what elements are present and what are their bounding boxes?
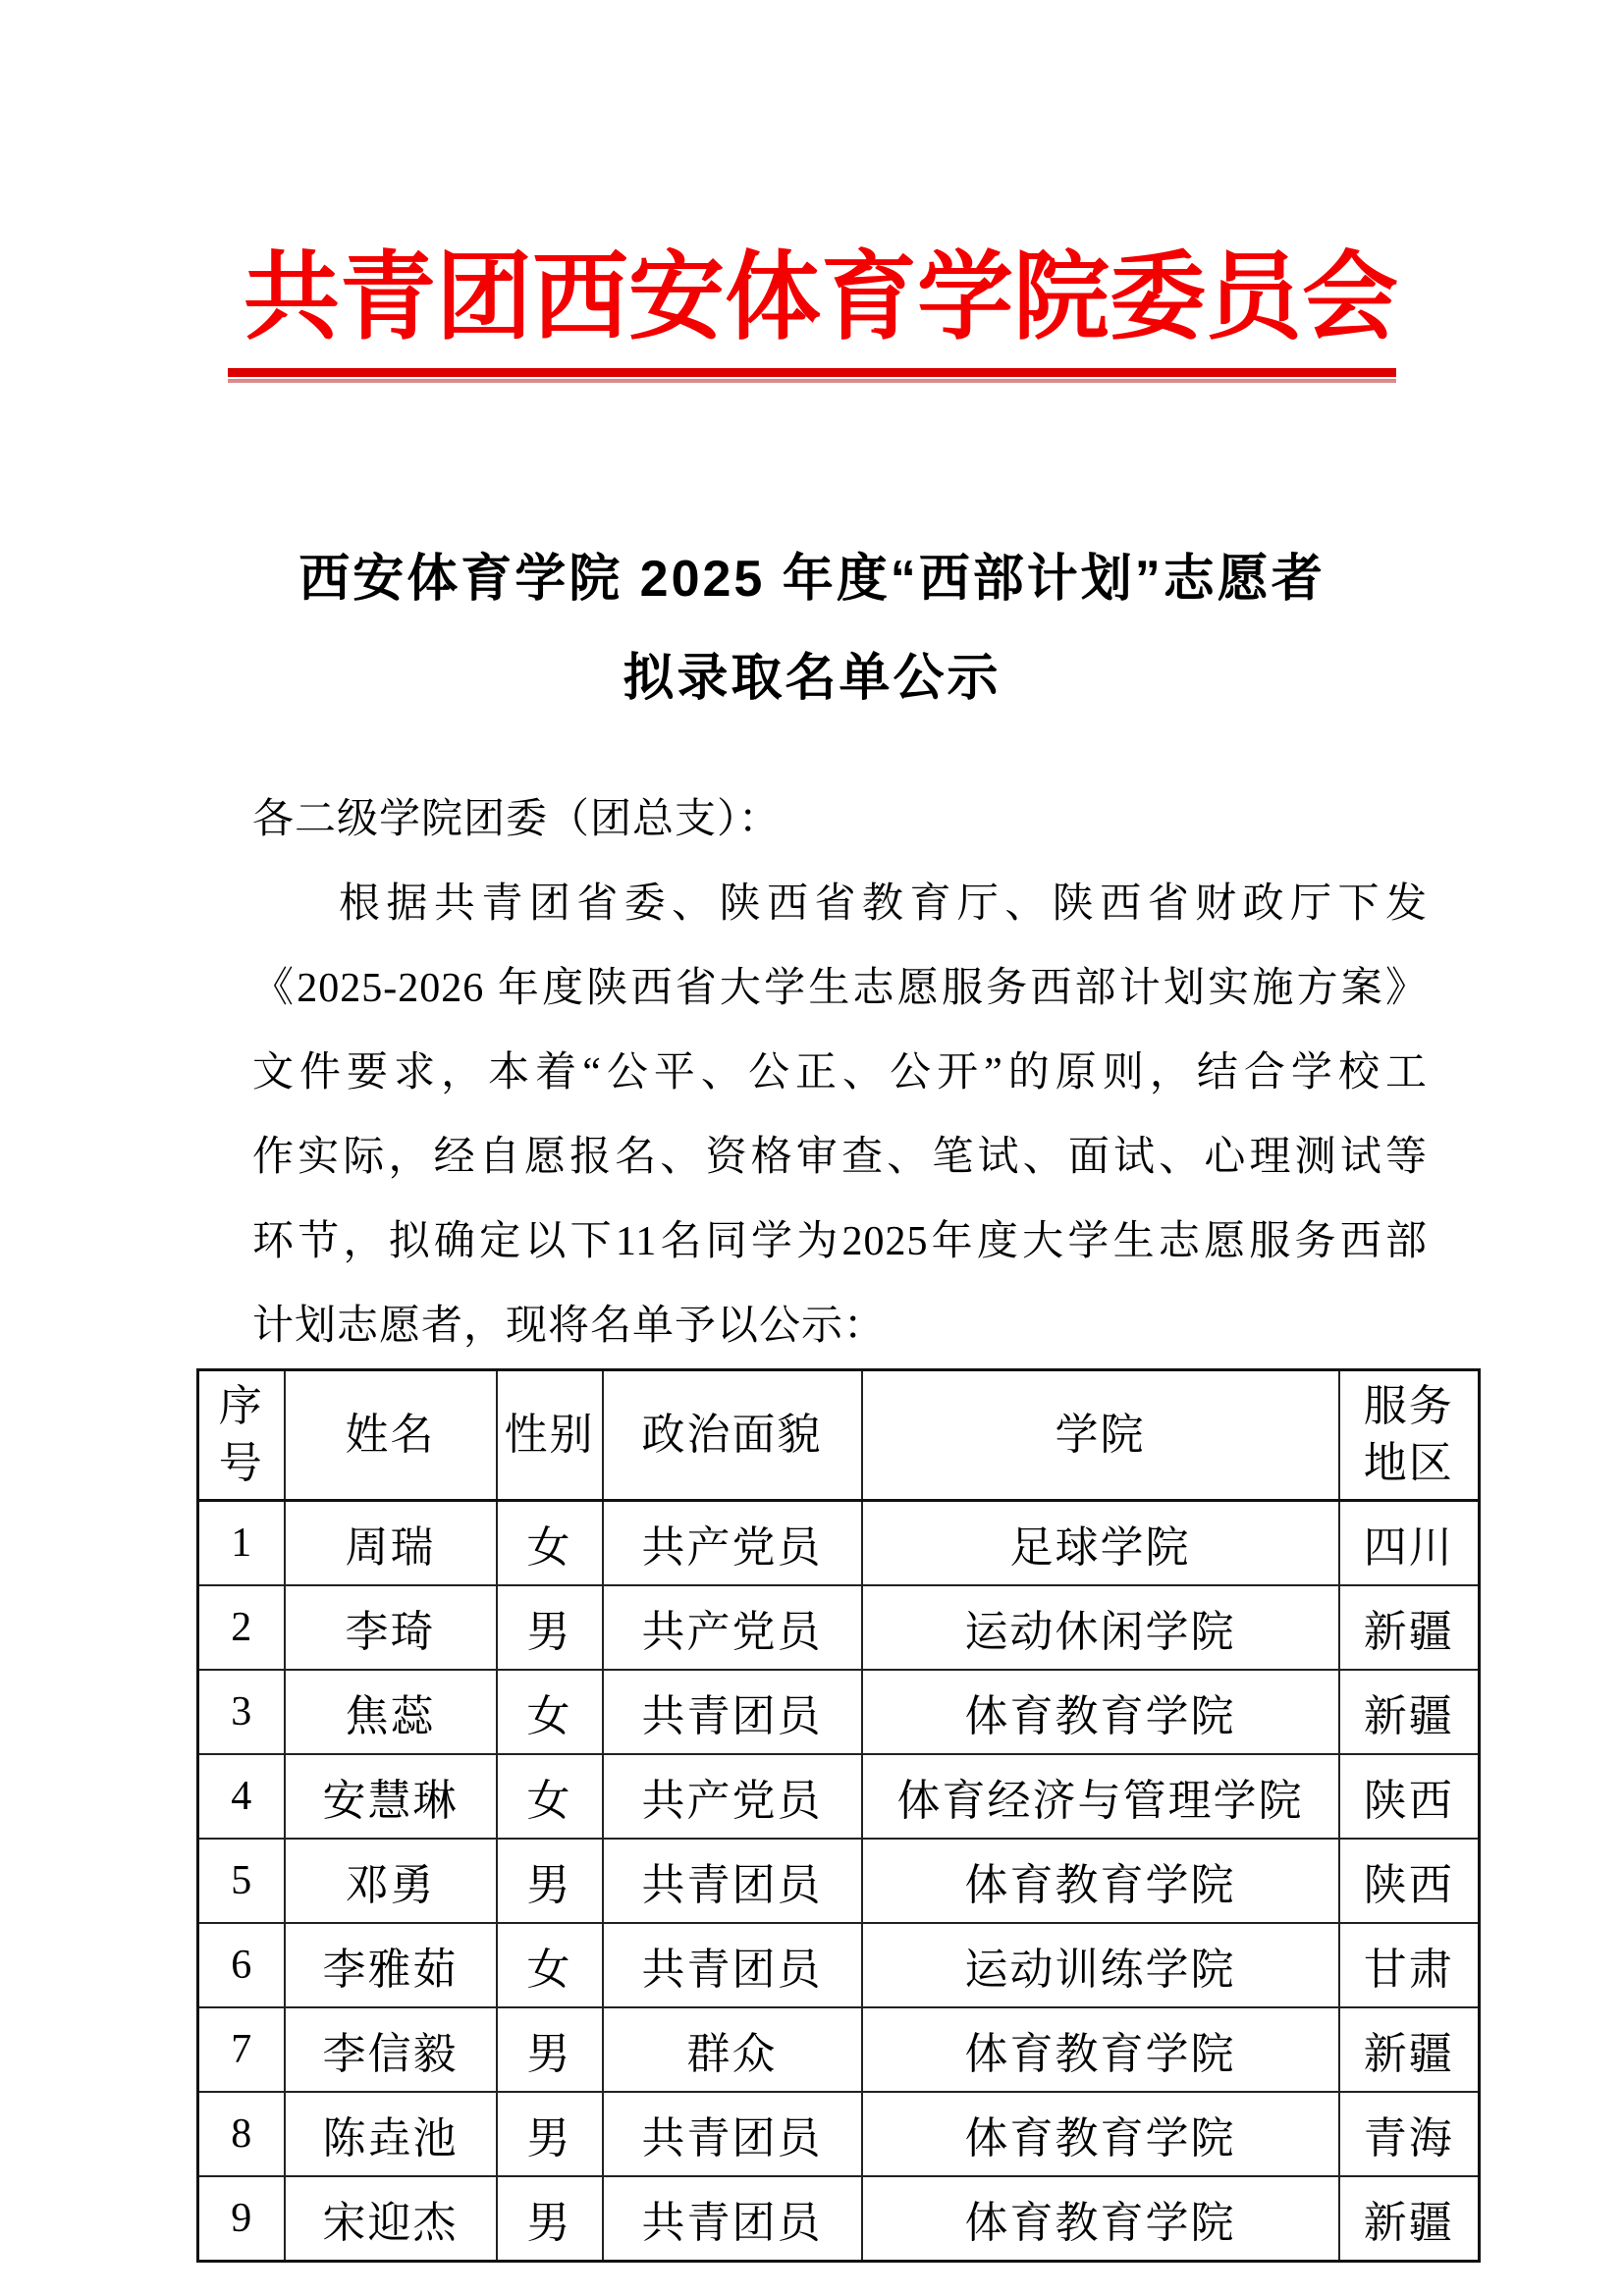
table-row <box>198 1501 1480 1586</box>
table-row <box>198 1670 1480 1754</box>
table-cell: 体育教育学院 <box>862 2007 1339 2092</box>
table-row <box>198 2092 1480 2176</box>
masthead-title: 共青团西安体育学院委员会 <box>243 242 1398 350</box>
table-cell: 共青团员 <box>603 2092 862 2176</box>
table-cell: 体育教育学院 <box>862 1839 1339 1923</box>
header-cell-political: 政治面貌 <box>603 1370 862 1501</box>
table-cell: 8 <box>198 2092 285 2176</box>
table-cell: 李琦 <box>285 1585 497 1670</box>
table-row <box>198 1585 1480 1670</box>
table-row <box>198 2007 1480 2092</box>
body-text <box>252 777 1428 1368</box>
table-cell: 四川 <box>1339 1501 1480 1586</box>
table-cell: 6 <box>198 1923 285 2007</box>
table-cell: 甘肃 <box>1339 1923 1480 2007</box>
body-line: 《2025-2026 年度陕西省大学生志愿服务西部计划实施方案》 <box>252 966 1428 1011</box>
table-cell: 9 <box>198 2176 285 2262</box>
table-cell: 3 <box>198 1670 285 1754</box>
red-divider-thick-line <box>228 368 1396 377</box>
table-cell: 女 <box>497 1754 603 1839</box>
table-cell: 周瑞 <box>285 1501 497 1586</box>
table-cell: 女 <box>497 1501 603 1586</box>
header-cell-gender: 性别 <box>497 1370 603 1501</box>
body-line: 作实际，经自愿报名、资格审查、笔试、面试、心理测试等 <box>252 1135 1428 1180</box>
table-cell: 女 <box>497 1923 603 2007</box>
table-cell: 男 <box>497 2176 603 2262</box>
body-line: 计划志愿者，现将名单予以公示： <box>252 1304 887 1349</box>
table-cell: 4 <box>198 1754 285 1839</box>
table-cell: 陕西 <box>1339 1754 1480 1839</box>
table-cell: 女 <box>497 1670 603 1754</box>
document-title <box>0 383 1624 728</box>
body-line: 文件要求，本着“公平、公正、公开”的原则，结合学校工 <box>252 1050 1428 1095</box>
table-cell: 共产党员 <box>603 1754 862 1839</box>
header-cell-index: 序号 <box>198 1370 285 1501</box>
table-cell: 运动训练学院 <box>862 1923 1339 2007</box>
table-cell: 青海 <box>1339 2092 1480 2176</box>
table-cell: 男 <box>497 2007 603 2092</box>
document-title-line1: 西安体育学院 2025 年度“西部计划”志愿者 <box>298 551 1326 608</box>
table-cell: 体育教育学院 <box>862 2176 1339 2262</box>
table-row <box>198 1754 1480 1839</box>
table-cell: 李雅茹 <box>285 1923 497 2007</box>
roster-table-header <box>198 1370 1480 1501</box>
table-cell: 7 <box>198 2007 285 2092</box>
table-cell: 安慧琳 <box>285 1754 497 1839</box>
document-title-line2: 拟录取名单公示 <box>623 650 1001 707</box>
table-cell: 1 <box>198 1501 285 1586</box>
body-line: 根据共青团省委、陕西省教育厅、陕西省财政厅下发 <box>339 881 1428 927</box>
table-row <box>198 2176 1480 2262</box>
table-cell: 新疆 <box>1339 1670 1480 1754</box>
roster-table <box>196 1368 1481 2263</box>
table-cell: 陈垚池 <box>285 2092 497 2176</box>
header-cell-college: 学院 <box>862 1370 1339 1501</box>
table-cell: 新疆 <box>1339 2007 1480 2092</box>
body-line: 各二级学院团委（团总支）： <box>252 797 782 842</box>
table-row <box>198 1923 1480 2007</box>
table-cell: 体育经济与管理学院 <box>862 1754 1339 1839</box>
body-line: 环节，拟确定以下11名同学为2025年度大学生志愿服务西部 <box>252 1219 1428 1264</box>
table-row <box>198 1839 1480 1923</box>
header-row <box>198 1370 1480 1501</box>
table-cell: 共青团员 <box>603 1923 862 2007</box>
header-cell-name: 姓名 <box>285 1370 497 1501</box>
red-divider <box>228 368 1396 383</box>
table-cell: 共青团员 <box>603 1670 862 1754</box>
table-cell: 新疆 <box>1339 1585 1480 1670</box>
table-cell: 运动休闲学院 <box>862 1585 1339 1670</box>
table-cell: 共青团员 <box>603 2176 862 2262</box>
table-cell: 新疆 <box>1339 2176 1480 2262</box>
table-cell: 焦蕊 <box>285 1670 497 1754</box>
table-cell: 5 <box>198 1839 285 1923</box>
table-cell: 群众 <box>603 2007 862 2092</box>
table-cell: 足球学院 <box>862 1501 1339 1586</box>
table-cell: 邓勇 <box>285 1839 497 1923</box>
table-cell: 2 <box>198 1585 285 1670</box>
table-cell: 李信毅 <box>285 2007 497 2092</box>
roster-table-body <box>198 1501 1480 2262</box>
table-cell: 陕西 <box>1339 1839 1480 1923</box>
header-cell-region: 服务地区 <box>1339 1370 1480 1501</box>
table-cell: 共产党员 <box>603 1501 862 1586</box>
table-cell: 男 <box>497 1585 603 1670</box>
table-cell: 男 <box>497 1839 603 1923</box>
table-cell: 体育教育学院 <box>862 1670 1339 1754</box>
table-cell: 体育教育学院 <box>862 2092 1339 2176</box>
table-cell: 男 <box>497 2092 603 2176</box>
table-cell: 宋迎杰 <box>285 2176 497 2262</box>
table-cell: 共产党员 <box>603 1585 862 1670</box>
table-cell: 共青团员 <box>603 1839 862 1923</box>
